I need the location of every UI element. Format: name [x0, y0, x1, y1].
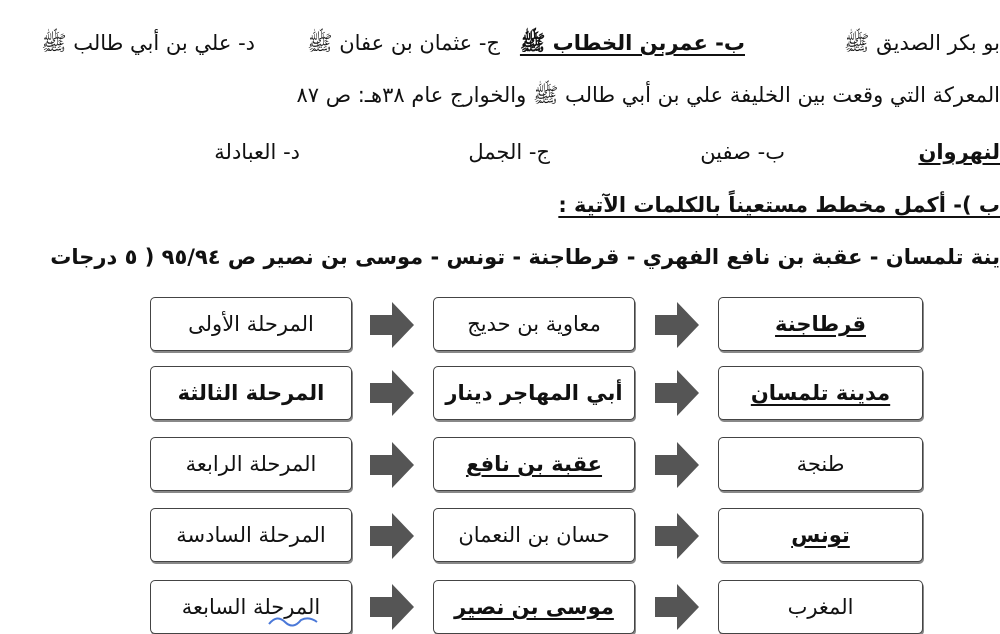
arrow-icon [370, 584, 414, 630]
option-b-answer: ب- عمربن الخطاب ﷺ [520, 30, 745, 61]
arrow-icon [370, 513, 414, 559]
handwritten-mark [265, 610, 325, 630]
leader-box [433, 580, 635, 634]
arrow-icon [655, 584, 699, 630]
place-box [718, 297, 923, 351]
section-heading: ب )- أكمل مخطط مستعيناً بالكلمات الآتية : [558, 193, 1000, 217]
leader-label: أبي المهاجر دينار [445, 381, 622, 405]
leader-box [433, 366, 635, 420]
place-label: المغرب [788, 595, 854, 619]
word-bank: ينة تلمسان - عقبة بن نافع الفهري - قرطاجنة - تونس - موسى بن نصير ص ٩٥/٩٤ ( ٥ درجات [50, 245, 1000, 269]
question-2-text: المعركة التي وقعت بين الخليفة علي بن أبي طالب ﷺ والخوارج عام ٣٨هـ: ص ٨٧ [297, 82, 1000, 113]
place-label: طنجة [797, 452, 845, 476]
arrow-icon [370, 370, 414, 416]
arrow-icon [655, 370, 699, 416]
place-label: قرطاجنة [775, 312, 866, 336]
place-box [718, 366, 923, 420]
stage-label: المرحلة الرابعة [186, 452, 317, 476]
place-label: تونس [791, 523, 850, 547]
arrow-icon [370, 442, 414, 488]
leader-box [433, 437, 635, 491]
option-a: بو بكر الصديق ﷺ [844, 30, 1000, 61]
place-box [718, 437, 923, 491]
leader-box [433, 297, 635, 351]
q2-option-b: ب- صفين [700, 140, 785, 164]
leader-label: معاوية بن حديج [467, 312, 601, 336]
q2-option-c: ج- الجمل [468, 140, 550, 164]
place-box [718, 580, 923, 634]
stage-box [150, 437, 352, 491]
stage-label: المرحلة الثالثة [178, 381, 325, 405]
arrow-icon [370, 302, 414, 348]
leader-label: عقبة بن نافع [466, 452, 602, 476]
place-label: مدينة تلمسان [751, 381, 890, 405]
q2-option-a-answer: لنهروان [918, 140, 1000, 164]
leader-label: موسى بن نصير [454, 595, 614, 619]
stage-label: المرحلة الأولى [188, 312, 314, 336]
stage-box [150, 366, 352, 420]
stage-label: المرحلة السابعة [182, 595, 320, 619]
arrow-icon [655, 442, 699, 488]
option-d: د- علي بن أبي طالب ﷺ [41, 30, 255, 61]
arrow-icon [655, 513, 699, 559]
arrow-icon [655, 302, 699, 348]
stage-box [150, 508, 352, 562]
stage-label: المرحلة السادسة [176, 523, 325, 547]
option-c: ج- عثمان بن عفان ﷺ [307, 30, 500, 61]
place-box [718, 508, 923, 562]
stage-box [150, 297, 352, 351]
leader-box [433, 508, 635, 562]
leader-label: حسان بن النعمان [458, 523, 609, 547]
q2-option-d: د- العبادلة [214, 140, 300, 164]
